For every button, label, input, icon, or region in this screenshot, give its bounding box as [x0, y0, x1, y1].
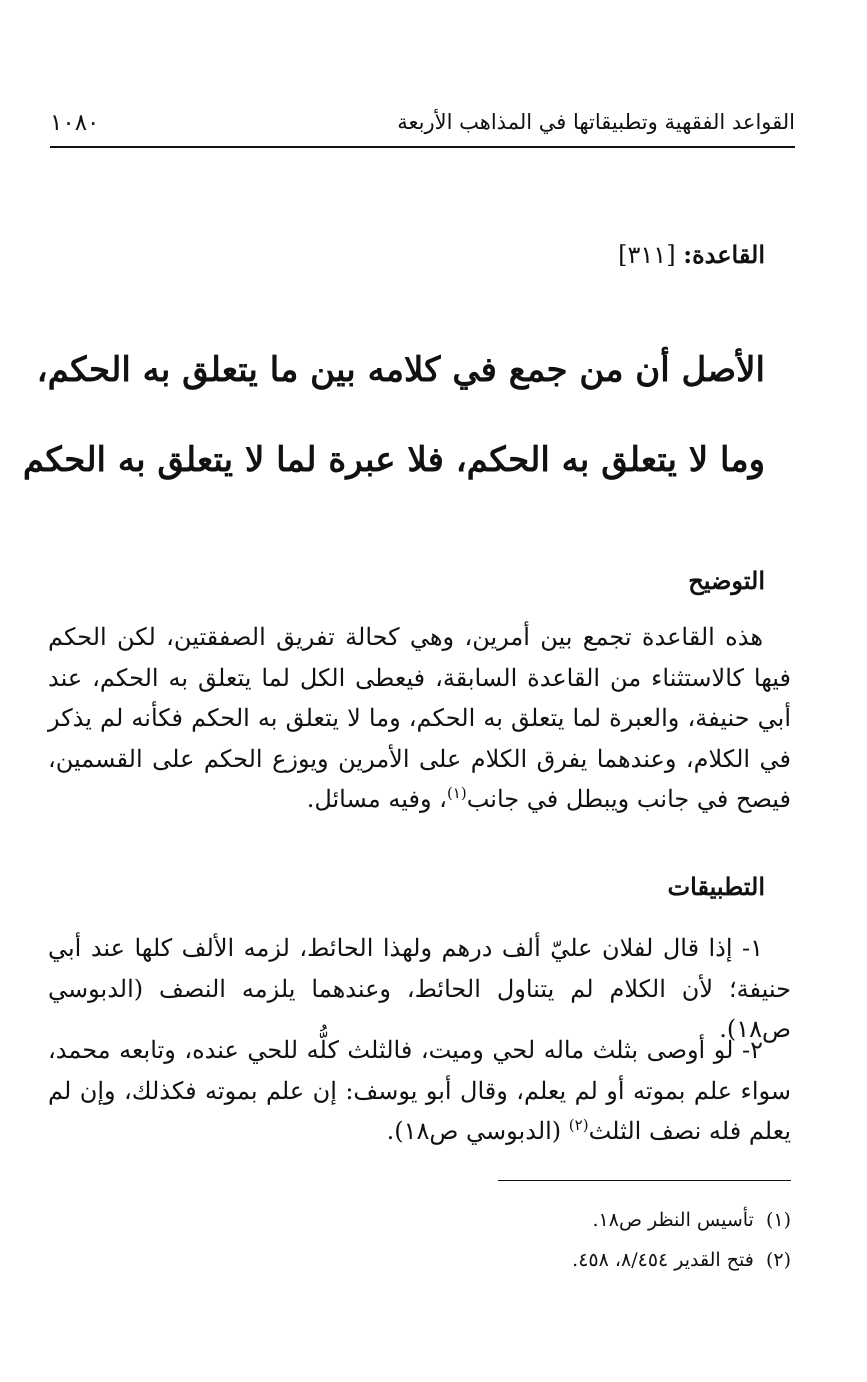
application-text-2: ٢- لو أوصى بثلث ماله لحي وميت، فالثلث كلُّه للحي عنده، وتابعه محمد، سواء علم بموته أو لم يعلم، وقال أبو يوسف: إن علم بموته فكذلك، وإن لم يعلم فله نصف الثلث [48, 1036, 791, 1145]
rule-text-line-1: الأصل أن من جمع في كلامه بين ما يتعلق به الحكم، [36, 350, 765, 390]
footnote-text: فتح القدير ٨/٤٥٤، ٤٥٨. [572, 1249, 754, 1271]
explanation-text: هذه القاعدة تجمع بين أمرين، وهي كحالة تفريق الصفقتين، لكن الحكم فيها كالاستثناء من القاعدة السابقة، فيعطى الكل لما يتعلق به الحكم، عند أبي حنيفة، والعبرة لما يتعلق به الحكم، وما لا يتعلق به الحكم فكأنه لم يذكر في الكلام، وعندهما يفرق الكلام على الأمرين ويوزع الحكم على القسمين، فيصح في جانب ويبطل في جانب [48, 623, 791, 813]
page-number: ١٠٨٠ [50, 110, 100, 136]
applications-title: التطبيقات [667, 872, 765, 901]
explanation-text-end: ، وفيه مسائل. [306, 785, 447, 813]
footnotes [572, 1200, 791, 1280]
footnote-ref-1[interactable]: (١) [446, 784, 467, 802]
application-item-2 [48, 1030, 791, 1152]
footnote-divider [498, 1180, 791, 1181]
footnote-2 [572, 1240, 791, 1280]
application-text-2-end: (الدبوسي ص١٨). [386, 1117, 569, 1145]
explanation-paragraph [48, 617, 791, 820]
footnote-1 [572, 1200, 791, 1240]
rule-heading [618, 240, 765, 269]
footnote-ref-2[interactable]: (٢) [568, 1116, 589, 1134]
footnote-text: تأسيس النظر ص١٨. [592, 1209, 754, 1231]
rule-label: القاعدة: [683, 240, 765, 269]
footnote-marker: (١) [765, 1209, 791, 1231]
running-header [50, 110, 795, 148]
footnote-marker: (٢) [765, 1249, 791, 1271]
rule-text-line-2: وما لا يتعلق به الحكم، فلا عبرة لما لا يتعلق به الحكم [22, 440, 765, 480]
explanation-title: التوضيح [688, 566, 765, 595]
application-text-1: ١- إذا قال لفلان عليّ ألف درهم ولهذا الحائط، لزمه الألف كلها عند أبي حنيفة؛ لأن الكلام لم يتناول الحائط، وعندهما يلزمه النصف (الدبوسي ص١٨). [48, 934, 791, 1043]
book-title: القواعد الفقهية وتطبيقاتها في المذاهب الأربعة [397, 110, 795, 134]
rule-number: [٣١١] [618, 241, 676, 269]
